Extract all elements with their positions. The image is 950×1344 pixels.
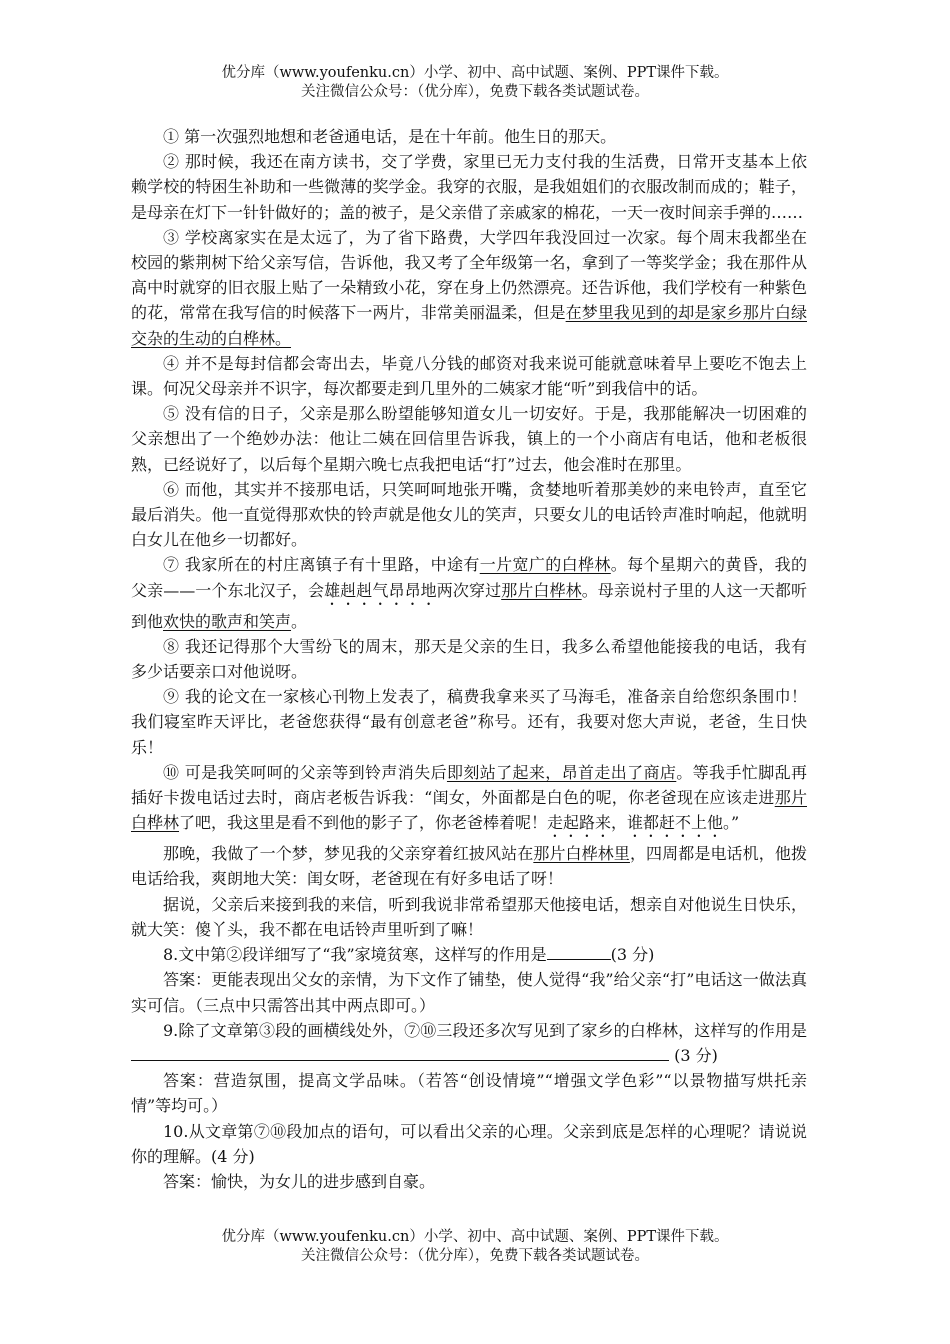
paragraph-8: ⑧ 我还记得那个大雪纷飞的周末，那天是父亲的生日，我多么希望他能接我的电话，我有多少话要亲口对他说呀。 — [131, 636, 807, 682]
paragraph-11 — [131, 841, 807, 891]
dotted-phrase-proud: 雄赳赳气昂昂地 — [324, 580, 437, 600]
paragraph-1: ① 第一次强烈地想和老爸通电话，是在十年前。他生日的那天。 — [163, 127, 617, 146]
underlined-phrase-wide-birch: 一片宽广的白桦林 — [479, 555, 611, 575]
dotted-phrase-walk-fast: 走起路来，谁都赶不上他 — [547, 813, 724, 833]
underlined-phrase-dream-birch: 在梦里我见到的却是家乡那片白绿交杂的生动的白桦林。 — [131, 303, 807, 348]
paragraph-7-text-a: ⑦ 我家所在的村庄离镇子有十里路，中途有 — [163, 555, 480, 575]
footer-line-1: 优分库（www.youfenku.cn）小学、初中、高中试题、案例、PPT课件下载。 — [221, 1229, 729, 1245]
underlined-phrase-in-birch: 那片白桦林里 — [533, 844, 630, 864]
paragraph-7-text-c: 两次穿过 — [436, 580, 502, 600]
paragraph-6: ⑥ 而他，其实并不接那电话，只笑呵呵地张开嘴，贪婪地听着那美妙的来电铃声，直至它最后消失。他一直觉得那欢快的铃声就是他女儿的笑声，只要女儿的电话铃声准时响起，他就明白女儿在他乡一切都好。 — [131, 479, 807, 550]
underlined-phrase-that-birch-2: 那片白桦林 — [131, 788, 807, 833]
paragraph-9: ⑨ 我的论文在一家核心刊物上发表了，稿费我拿来买了马海毛，准备亲自给您织条围巾！我们寝室昨天评比，老爸您获得“最有创意老爸”称号。还有，我要对您大声说，老爸，生日快乐！ — [131, 687, 807, 757]
question-8 — [131, 942, 807, 967]
paragraph-10-text-e: 。” — [723, 813, 740, 833]
paragraph-10 — [131, 760, 807, 841]
underlined-phrase-song-laughter: 欢快的歌声和笑声 — [163, 611, 292, 631]
header-line-1: 优分库（www.youfenku.cn）小学、初中、高中试题、案例、PPT课件下载。 — [221, 65, 729, 81]
paragraph-10-text-c: 了吧，我这里是看不到他的影子了，你老爸棒着呢！ — [179, 813, 548, 833]
answer-9: 答案：营造氛围，提高文学品味。（若答“创设情境”“增强文学色彩”“以景物描写烘托亲情”等均可。） — [131, 1071, 807, 1116]
article-body — [131, 124, 807, 1194]
paragraph-3 — [131, 225, 807, 351]
answer-blank-9 — [131, 1044, 669, 1061]
question-9-text: 9.除了文章第③段的画横线处外，⑦⑩三段还多次写见到了家乡的白桦林，这样写的作用是 — [163, 1020, 807, 1040]
paragraph-5: ⑤ 没有信的日子，父亲是那么盼望能够知道女儿一切安好。于是，我那能解决一切困难的父亲想出了一个绝妙办法：他让二姨在回信里告诉我，镇上的一个小商店有电话，他和老板很熟，已经说好了，以后每个星期六晚七点我把电话“打”过去，他会准时在那里。 — [131, 404, 807, 474]
underlined-phrase-that-birch: 那片白桦林 — [501, 580, 582, 600]
paragraph-11-text-a: 那晚，我做了一个梦，梦见我的父亲穿着红披风站在 — [163, 844, 534, 864]
header-line-2: 关注微信公众号：（优分库），免费下载各类试题试卷。 — [301, 84, 649, 100]
underlined-phrase-stood-up: 即刻站了起来，昂首走出了商店 — [446, 762, 677, 782]
answer-10: 答案：愉快，为女儿的进步感到自豪。 — [163, 1171, 436, 1191]
paragraph-10-text-a: ⑩ 可是我笑呵呵的父亲等到铃声消失后 — [163, 762, 447, 782]
paragraph-7-text-f: 。 — [291, 611, 308, 631]
answer-8: 答案：更能表现出父女的亲情，为下文作了铺垫，使人觉得“我”给父亲“打”电话这一做法真实可信。（三点中只需答出其中两点即可。） — [131, 970, 807, 1015]
paragraph-2: ② 那时候，我还在南方读书，交了学费，家里已无力支付我的生活费，日常开支基本上依赖学校的特困生补助和一些微薄的奖学金。我穿的衣服，是我姐姐们的衣服改制而成的；鞋子，是母亲在灯下一针针做好的；盖的被子，是父亲借了亲戚家的棉花，一天一夜时间亲手弹的…… — [131, 152, 807, 222]
footer-line-2: 关注微信公众号：（优分库），免费下载各类试题试卷。 — [301, 1248, 649, 1264]
paragraph-12: 据说，父亲后来接到我的来信，听到我说非常希望那天他接电话，想亲自对他说生日快乐，就大笑：傻丫头，我不都在电话铃声里听到了嘛！ — [131, 894, 807, 939]
answer-blank-8 — [547, 943, 611, 960]
paragraph-3-text: ③ 学校离家实在是太远了，为了省下路费，大学四年我没回过一次家。每个周末我都坐在校园的紫荆树下给父亲写信，告诉他，我又考了全年级第一名，拿到了一等奖学金；我在那件从高中时就穿的旧衣服上贴了一朵精致小花，穿在身上仍然漂亮。还告诉他，我们学校有一种紫色的花，常常在我写信的时候落下一两片，非常美丽温柔，但是 — [131, 227, 807, 323]
question-8-text: 8.文中第②段详细写了“我”家境贫寒，这样写的作用是 — [163, 945, 547, 965]
paragraph-11-text-b: ，四周都是电话机，他拨电话给我，爽朗地大笑：闺女呀，老爸现在有好多电话了呀！ — [131, 844, 807, 889]
page-footer — [0, 1228, 950, 1266]
paragraph-7-text-e: 。母亲说村子里的人这一天都听到他 — [131, 580, 807, 631]
question-9 — [131, 1018, 807, 1068]
question-9-score: (3 分) — [669, 1045, 718, 1065]
paragraph-7-text-b: 。每个星期六的黄昏，我的父亲——一个东北汉子，会 — [131, 555, 807, 600]
paragraph-7 — [131, 552, 807, 633]
paragraph-10-text-b: 。等我手忙脚乱再插好卡拨电话过去时，商店老板告诉我：“闺女，外面都是白色的呢，你老爸现在应该走进 — [131, 762, 807, 808]
question-10: 10.从文章第⑦⑩段加点的语句，可以看出父亲的心理。父亲到底是怎样的心理呢？请说说你的理解。(4 分) — [131, 1121, 807, 1166]
page-header — [0, 64, 950, 102]
paragraph-4: ④ 并不是每封信都会寄出去，毕竟八分钱的邮资对我来说可能就意味着早上要吃不饱去上课。何况父母亲并不识字，每次都要走到几里外的二姨家才能“听”到我信中的话。 — [131, 353, 807, 399]
question-8-score: (3 分) — [610, 945, 655, 965]
